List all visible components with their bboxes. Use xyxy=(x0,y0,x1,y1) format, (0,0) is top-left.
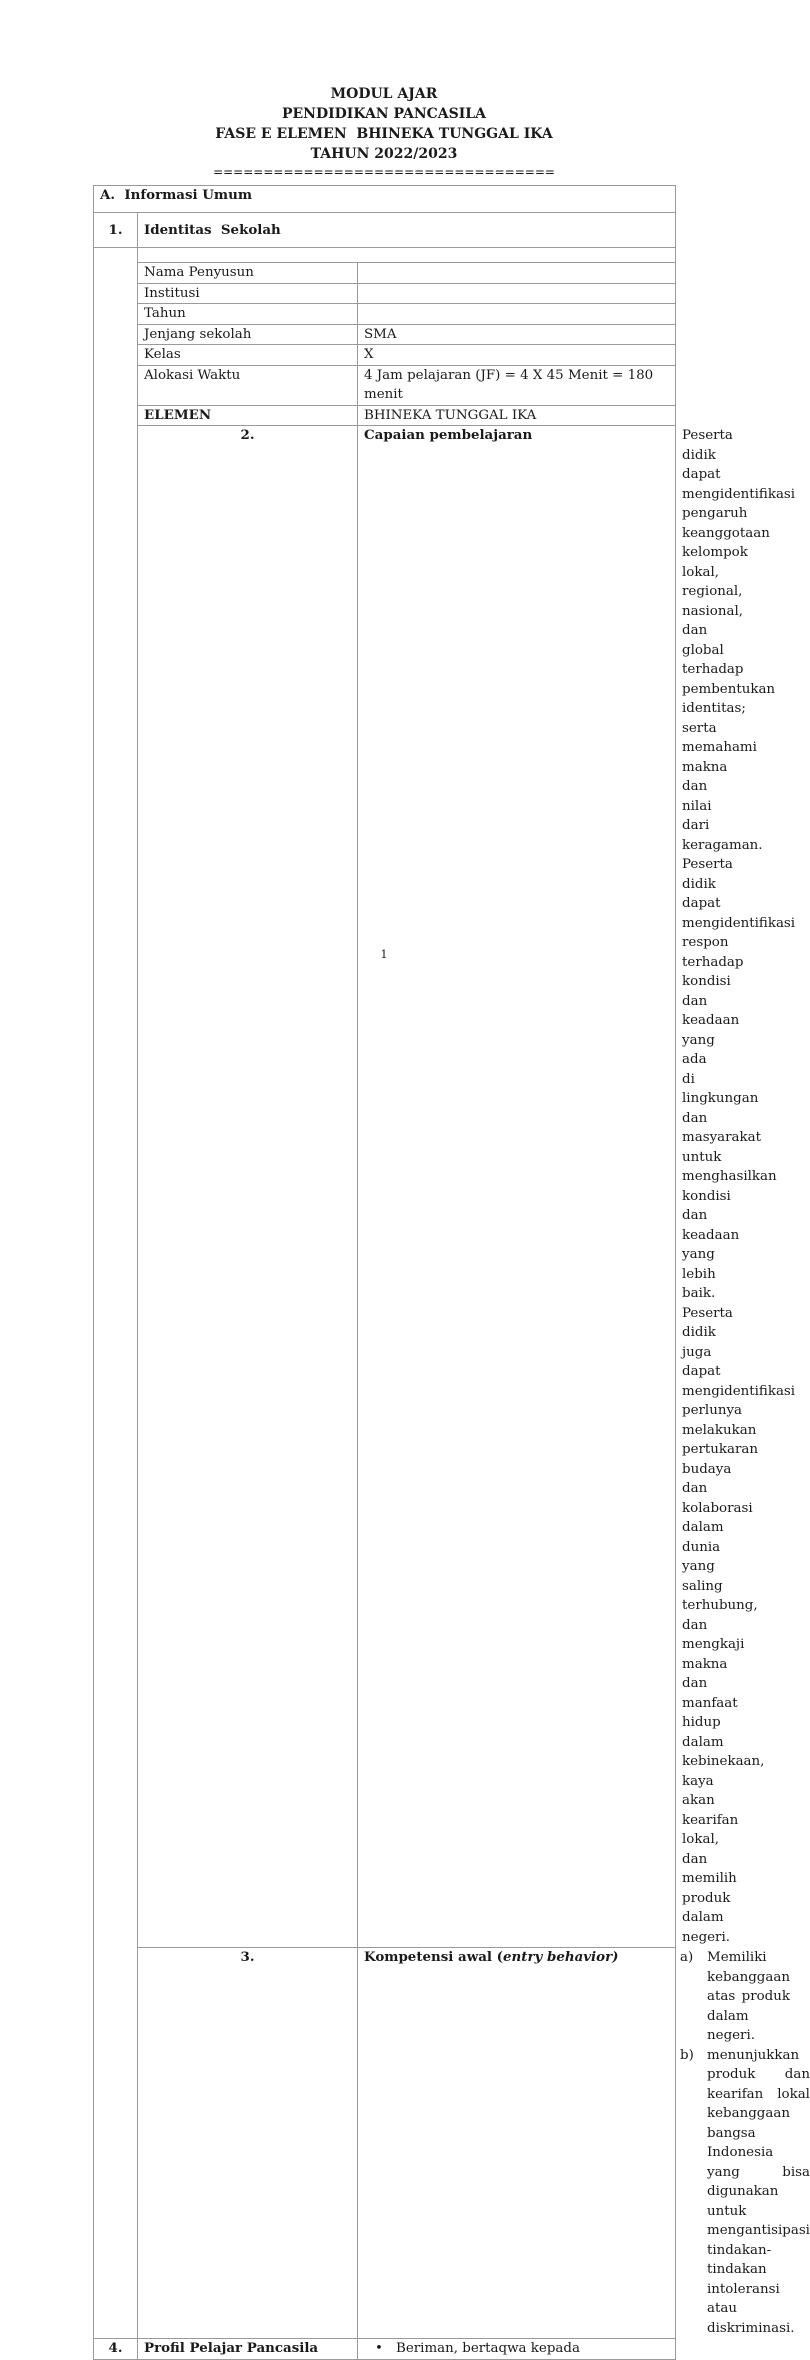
title-line-2: PENDIDIKAN PANCASILA xyxy=(281,106,487,122)
label-kelas: Kelas xyxy=(138,345,358,366)
row-number-4: 4. xyxy=(94,2339,138,2360)
list-item xyxy=(362,2339,669,2359)
title-separator: ================================== xyxy=(213,165,555,179)
label-nama-penyusun: Nama Penyusun xyxy=(138,263,358,284)
page-number: 1 xyxy=(380,948,388,961)
label-profil-pelajar-pancasila: Profil Pelajar Pancasila xyxy=(138,2339,358,2360)
kompetensi-label-italic: entry behavior) xyxy=(503,1949,619,1965)
value-kelas: X xyxy=(358,345,676,366)
value-elemen: BHINEKA TUNGGAL IKA xyxy=(358,405,676,426)
list-marker: b) xyxy=(680,2047,694,2063)
label-alokasi-waktu: Alokasi Waktu xyxy=(138,365,358,405)
title-line-1: MODUL AJAR xyxy=(330,86,438,102)
label-elemen: ELEMEN xyxy=(138,405,358,426)
list-item-text: Memiliki kebanggaan atas produk dalam negeri. xyxy=(707,1950,790,2043)
list-item-text: menunjukkan produk dan kearifan lokal kebanggaan bangsa Indonesia yang bisa digunakan untuk mengantisipasi tindakan-tindakan intoleransi atau diskriminasi. xyxy=(707,2047,810,2336)
value-tahun xyxy=(358,304,676,325)
label-capaian-pembelajaran: Capaian pembelajaran xyxy=(358,426,676,1948)
label-jenjang-sekolah: Jenjang sekolah xyxy=(138,324,358,345)
row-number-spacer xyxy=(94,248,138,2339)
label-institusi: Institusi xyxy=(138,283,358,304)
kompetensi-label-main: Kompetensi awal ( xyxy=(364,1949,504,1965)
identitas-sekolah-heading: Identitas Sekolah xyxy=(138,213,676,248)
bullet-icon: • xyxy=(375,2341,383,2356)
section-a-heading: A. Informasi Umum xyxy=(94,186,676,213)
row-number-2: 2. xyxy=(138,426,358,1948)
label-tahun: Tahun xyxy=(138,304,358,325)
profil-list-cell xyxy=(358,2339,676,2360)
document-title-block xyxy=(0,84,768,180)
row-number-3: 3. xyxy=(138,1948,358,2339)
title-line-4: TAHUN 2022/2023 xyxy=(310,146,458,162)
list-item-text: Beriman, bertaqwa kepada xyxy=(396,2341,580,2356)
list-marker: a) xyxy=(680,1950,694,1965)
value-jenjang-sekolah: SMA xyxy=(358,324,676,345)
value-nama-penyusun xyxy=(358,263,676,284)
title-line-3: FASE E ELEMEN BHINEKA TUNGGAL IKA xyxy=(215,126,553,142)
label-kompetensi-awal xyxy=(358,1948,676,2339)
empty-row xyxy=(138,248,676,263)
informasi-umum-table: A. Informasi Umum 1. Identitas Sekolah Nama Penyusun Institusi Tahun Jenjang sekolah SMA Kelas X Alokasi Waktu 4 Jam pelajaran (JF) = 4 X 45 Menit = 180 menit ELEMEN BHINEKA TUNGGAL IKA 2. Capaian pembelajaran Peserta didik dapat mengidentifikasi pengaruh keanggotaan kelompok lokal, regional, nasional, dan global terhadap pembentukan identitas; serta memahami makna dan nilai dari keragaman. Peserta didik dapat mengidentifikasi respon terhadap kondisi dan keadaan yang ada di lingkungan dan masyarakat untuk menghasilkan kondisi dan keadaan yang lebih baik. Peserta didik juga dapat mengidentifikasi perlunya melakukan pertukaran budaya dan kolaborasi dalam dunia yang saling terhubung, dan mengkaji makna dan manfaat hidup dalam kebinekaan, kaya akan kearifan lokal, dan memilih produk dalam negeri. 3. Kompetensi awal (entry behavior) a) Memiliki kebanggaan atas produk dalam negeri. b) menunjukkan produk dan kearifan lokal kebanggaan bangsa Indonesia yang bisa digunakan untuk mengantisipasi tindakan-tindakan intoleransi atau diskriminasi. 4. Profil Pelajar Pancasila • Beriman, bertaqwa kepada xyxy=(93,185,676,2360)
value-institusi xyxy=(358,283,676,304)
profil-list xyxy=(362,2339,669,2359)
row-number-1: 1. xyxy=(94,213,138,248)
value-alokasi-waktu: 4 Jam pelajaran (JF) = 4 X 45 Menit = 180 menit xyxy=(358,365,676,405)
